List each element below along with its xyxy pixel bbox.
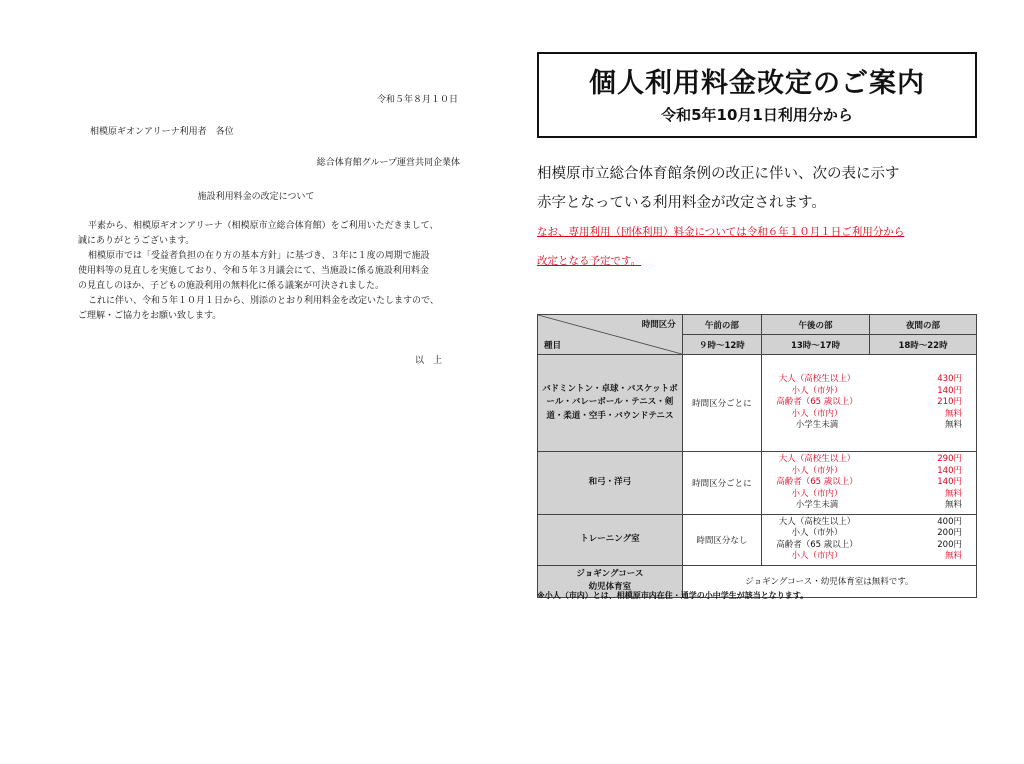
rate-amount: 430円 bbox=[937, 374, 962, 385]
letter-subject: 施設利用料金の改定について bbox=[197, 192, 315, 202]
hours-morning: ９時～12時 bbox=[682, 335, 761, 355]
rate-row bbox=[762, 500, 976, 512]
rate-category: 小人（市外） bbox=[791, 528, 843, 538]
rate-amount: 無料 bbox=[944, 551, 962, 561]
intro-line-1: 相模原市立総合体育館条例の改正に伴い、次の表に示す bbox=[537, 166, 900, 182]
notice-intro bbox=[537, 160, 997, 276]
rate-category: 小人（市外） bbox=[791, 385, 843, 396]
letter-line: の見直しのほか、子どもの施設利用の無料化に係る議案が可決されました。 bbox=[78, 280, 385, 291]
rate-amount: 140円 bbox=[937, 385, 962, 396]
rate-category: 高齢者（65 歳以上） bbox=[776, 477, 858, 487]
table-header-corner bbox=[538, 315, 683, 355]
rate-category: 小人（市内） bbox=[791, 551, 843, 561]
rate-list bbox=[761, 355, 976, 452]
rate-amount: 200円 bbox=[937, 539, 962, 550]
rate-amount: 140円 bbox=[937, 465, 962, 476]
letter-date: 令和５年８月１０日 bbox=[376, 95, 458, 105]
letter-sender: 総合体育館グループ運営共同企業体 bbox=[316, 158, 460, 168]
rate-row bbox=[762, 540, 976, 552]
period-morning: 午前の部 bbox=[682, 315, 761, 335]
rate-row bbox=[762, 477, 976, 489]
rate-category: 小学生未満 bbox=[795, 500, 839, 510]
rate-amount: 200円 bbox=[937, 528, 962, 538]
table-row bbox=[538, 355, 977, 452]
rate-category: 小学生未満 bbox=[795, 420, 839, 431]
table-row bbox=[538, 452, 977, 515]
notice-title-box bbox=[537, 52, 977, 138]
letter-line: これに伴い、令和５年１０月１日から、別添のとおり利用料金を改定いたしますので、 bbox=[88, 295, 439, 306]
rate-amount: 400円 bbox=[937, 516, 962, 527]
rate-row bbox=[762, 374, 976, 386]
rate-row bbox=[762, 528, 976, 540]
sport-name: トレーニング室 bbox=[538, 514, 683, 565]
sport-name: バドミントン・卓球・バスケットボール・バレーボール・テニス・剣道・柔道・空手・バウンドテニス bbox=[538, 355, 683, 452]
time-mode: 時間区分ごとに bbox=[682, 452, 761, 515]
rate-category: 高齢者（65 歳以上） bbox=[776, 397, 858, 408]
sport-name: 和弓・洋弓 bbox=[538, 452, 683, 515]
notice-subtitle: 令和5年10月1日利用分から bbox=[661, 106, 853, 124]
rate-category: 高齢者（65 歳以上） bbox=[776, 539, 858, 550]
letter-closing: 以 上 bbox=[414, 356, 442, 366]
rate-list bbox=[761, 514, 976, 565]
rate-amount: 無料 bbox=[944, 408, 962, 419]
rate-row bbox=[762, 386, 976, 398]
jogging-label-1: ジョギングコース bbox=[576, 568, 644, 579]
period-afternoon: 午後の部 bbox=[761, 315, 869, 335]
jogging-label-2: 幼児体育室 bbox=[588, 582, 632, 593]
rate-row bbox=[762, 420, 976, 432]
intro-red-line-1: なお、専用利用（団体利用）料金については令和６年１０月１日ご利用分から bbox=[537, 226, 905, 238]
rate-amount: 無料 bbox=[944, 488, 962, 499]
time-mode: 時間区分なし bbox=[682, 514, 761, 565]
rate-row bbox=[762, 517, 976, 529]
letter-body bbox=[78, 220, 470, 325]
rate-row bbox=[762, 454, 976, 466]
rate-amount: 140円 bbox=[937, 477, 962, 487]
rate-row bbox=[762, 397, 976, 409]
jogging-note: ジョギングコース・幼児体育室は無料です。 bbox=[682, 565, 976, 597]
fee-table bbox=[537, 314, 977, 598]
hours-afternoon: 13時～17時 bbox=[761, 335, 869, 355]
rate-category: 小人（市内） bbox=[791, 408, 843, 419]
notice-title: 個人利用料金改定のご案内 bbox=[589, 68, 925, 99]
letter-addressee: 相模原ギオンアリーナ利用者 各位 bbox=[90, 127, 234, 137]
footnote: ※小人（市内）とは、相模原市内在住・通学の小中学生が該当となります。 bbox=[537, 591, 809, 600]
rate-category: 大人（高校生以上） bbox=[778, 516, 856, 527]
rate-amount: 無料 bbox=[944, 420, 962, 431]
rate-category: 小人（市外） bbox=[791, 465, 843, 476]
rate-row bbox=[762, 551, 976, 563]
header-time-label: 時間区分 bbox=[641, 320, 676, 330]
rate-amount: 210円 bbox=[937, 397, 962, 408]
intro-line-2: 赤字となっている利用料金が改定されます。 bbox=[537, 195, 826, 211]
rate-row bbox=[762, 489, 976, 501]
intro-red-line-2: 改定となる予定です。 bbox=[537, 255, 642, 267]
letter-line: 誠にありがとうございます。 bbox=[78, 235, 195, 246]
letter-line: 平素から、相模原ギオンアリーナ（相模原市立総合体育館）をご利用いただきまして、 bbox=[88, 221, 439, 231]
rate-amount: 無料 bbox=[944, 500, 962, 510]
letter-line: ご理解・ご協力をお願い致します。 bbox=[78, 310, 222, 321]
letter-line: 相模原市では「受益者負担の在り方の基本方針」に基づき、３年に１度の周期で施設 bbox=[88, 250, 430, 261]
time-mode: 時間区分ごとに bbox=[682, 355, 761, 452]
rate-row bbox=[762, 466, 976, 478]
rate-list bbox=[761, 452, 976, 515]
letter-line: 使用料等の見直しを実施しており、令和５年３月議会にて、当施設に係る施設利用料金 bbox=[78, 265, 429, 276]
table-row bbox=[538, 514, 977, 565]
rate-category: 大人（高校生以上） bbox=[778, 454, 856, 464]
header-kind-label: 種目 bbox=[544, 341, 562, 351]
hours-night: 18時～22時 bbox=[870, 335, 977, 355]
rate-category: 大人（高校生以上） bbox=[778, 374, 856, 385]
period-night: 夜間の部 bbox=[870, 315, 977, 335]
rate-row bbox=[762, 409, 976, 421]
rate-category: 小人（市内） bbox=[791, 488, 843, 499]
rate-amount: 290円 bbox=[937, 454, 962, 464]
